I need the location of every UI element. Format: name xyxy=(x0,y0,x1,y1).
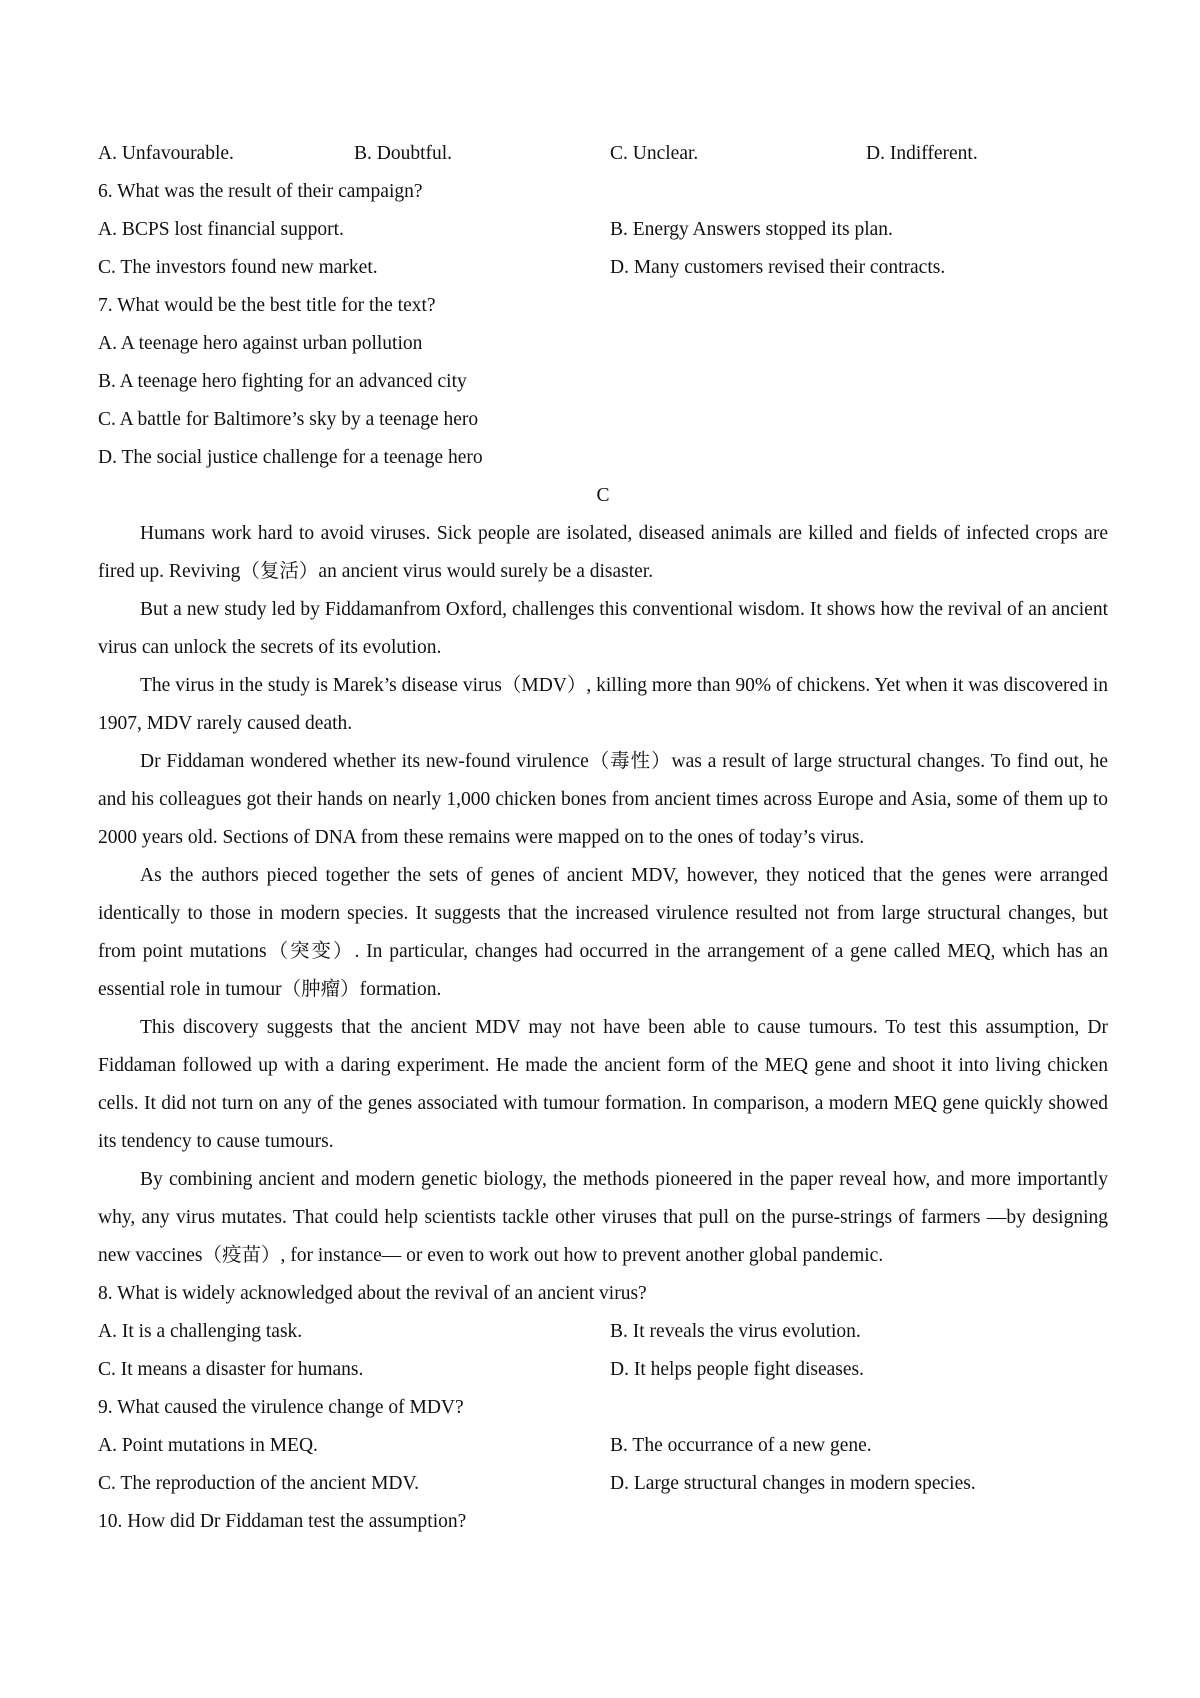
q6-options-row-1 xyxy=(98,211,1108,249)
q7-option-c: C. A battle for Baltimore’s sky by a teenage hero xyxy=(98,409,479,430)
q8-stem: 8. What is widely acknowledged about the revival of an ancient virus? xyxy=(98,1283,647,1304)
q8-options-row-2 xyxy=(98,1351,1108,1389)
q8-option-d: D. It helps people fight diseases. xyxy=(610,1359,864,1380)
page-content xyxy=(98,135,1108,1541)
q5-option-d: D. Indifferent. xyxy=(866,143,978,164)
q8-option-c: C. It means a disaster for humans. xyxy=(98,1359,364,1380)
q7-option-b: B. A teenage hero fighting for an advanced city xyxy=(98,371,467,392)
q9-option-d: D. Large structural changes in modern species. xyxy=(610,1473,976,1494)
q6-options-row-2 xyxy=(98,249,1108,287)
q6-option-c: C. The investors found new market. xyxy=(98,257,378,278)
q7-option-a: A. A teenage hero against urban pollution xyxy=(98,333,423,354)
q5-option-a: A. Unfavourable. xyxy=(98,143,234,164)
q9-option-b: B. The occurrance of a new gene. xyxy=(610,1435,872,1456)
q8-option-b: B. It reveals the virus evolution. xyxy=(610,1321,861,1342)
q10-stem: 10. How did Dr Fiddaman test the assumption? xyxy=(98,1511,467,1532)
q7-stem: 7. What would be the best title for the text? xyxy=(98,295,436,316)
q7-option-d: D. The social justice challenge for a teenage hero xyxy=(98,447,483,468)
passage-paragraph-7: By combining ancient and modern genetic biology, the methods pioneered in the paper reveal how, and more importantly why, any virus mutates. That could help scientists tackle other viruses that pull on the purse-strings of farmers —by designing new vaccines（疫苗）, for instance— or even to work out how to prevent another global pandemic. xyxy=(98,1169,1108,1266)
q5-option-c: C. Unclear. xyxy=(610,143,699,164)
passage-paragraph-1: Humans work hard to avoid viruses. Sick people are isolated, diseased animals are killed and fields of infected crops are fired up. Reviving（复活）an ancient virus would surely be a disaster. xyxy=(98,523,1108,582)
q5-option-b: B. Doubtful. xyxy=(354,143,453,164)
q8-options-row-1 xyxy=(98,1313,1108,1351)
passage-paragraph-3: The virus in the study is Marek’s disease virus（MDV）, killing more than 90% of chickens. Yet when it was discovered in 1907, MDV rarely caused death. xyxy=(98,675,1108,734)
passage-paragraph-5: As the authors pieced together the sets of genes of ancient MDV, however, they noticed that the genes were arranged identically to those in modern species. It suggests that the increased virulence resulted not from large structural changes, but from point mutations（突变）. In particular, changes had occurred in the arrangement of a gene called MEQ, which has an essential role in tumour（肿瘤）formation. xyxy=(98,865,1108,1000)
q5-options xyxy=(98,135,1108,173)
q6-option-a: A. BCPS lost financial support. xyxy=(98,219,344,240)
passage-paragraph-4: Dr Fiddaman wondered whether its new-found virulence（毒性）was a result of large structural changes. To find out, he and his colleagues got their hands on nearly 1,000 chicken bones from ancient times across Europe and Asia, some of them up to 2000 years old. Sections of DNA from these remains were mapped on to the ones of today’s virus. xyxy=(98,751,1108,848)
q9-options-row-1 xyxy=(98,1427,1108,1465)
passage-paragraph-2: But a new study led by Fiddamanfrom Oxford, challenges this conventional wisdom. It shows how the revival of an ancient virus can unlock the secrets of its evolution. xyxy=(98,599,1108,658)
q6-stem: 6. What was the result of their campaign? xyxy=(98,181,423,202)
q9-stem: 9. What caused the virulence change of MDV? xyxy=(98,1397,464,1418)
section-label: C xyxy=(596,485,610,506)
q6-option-d: D. Many customers revised their contracts. xyxy=(610,257,946,278)
q9-options-row-2 xyxy=(98,1465,1108,1503)
q9-option-a: A. Point mutations in MEQ. xyxy=(98,1435,318,1456)
passage-paragraph-6: This discovery suggests that the ancient MDV may not have been able to cause tumours. To test this assumption, Dr Fiddaman followed up with a daring experiment. He made the ancient form of the MEQ gene and shoot it into living chicken cells. It did not turn on any of the genes associated with tumour formation. In comparison, a modern MEQ gene quickly showed its tendency to cause tumours. xyxy=(98,1017,1108,1152)
q9-option-c: C. The reproduction of the ancient MDV. xyxy=(98,1473,419,1494)
q6-option-b: B. Energy Answers stopped its plan. xyxy=(610,219,893,240)
q8-option-a: A. It is a challenging task. xyxy=(98,1321,303,1342)
